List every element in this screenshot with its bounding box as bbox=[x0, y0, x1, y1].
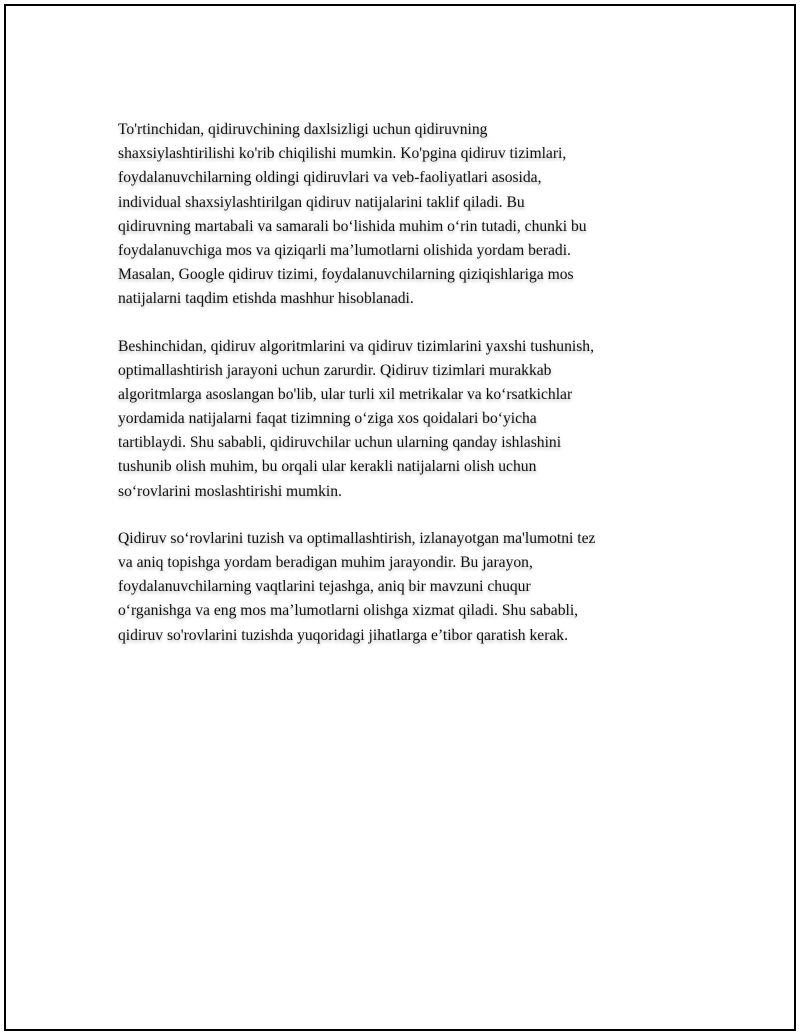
paragraph-1 bbox=[118, 118, 688, 312]
text-line: yordamida natijalarni faqat tizimning o‘ziga xos qoidalari bo‘yicha bbox=[118, 410, 537, 428]
text-line: algoritmlarga asoslangan bo'lib, ular turli xil metrikalar va ko‘rsatkichlar bbox=[118, 385, 573, 403]
paragraph-2 bbox=[118, 335, 688, 504]
paragraph-3 bbox=[118, 527, 688, 648]
text-line: natijalarni taqdim etishda mashhur hisoblanadi. bbox=[118, 290, 414, 308]
text-line: o‘rganishga va eng mos ma’lumotlarni olishga xizmat qiladi. Shu sababli, bbox=[118, 602, 579, 620]
text-line: foydalanuvchilarning oldingi qidiruvlari va veb-faoliyatlari asosida, bbox=[118, 169, 542, 187]
text-line: qidiruv so'rovlarini tuzishda yuqoridagi jihatlarga e’tibor qaratish kerak. bbox=[118, 626, 569, 644]
text-line: tartiblaydi. Shu sababli, qidiruvchilar uchun ularning qanday ishlashini bbox=[118, 434, 562, 452]
text-line: foydalanuvchilarning vaqtlarini tejashga, aniq bir mavzuni chuqur bbox=[118, 578, 531, 596]
text-line: tushunib olish muhim, bu orqali ular kerakli natijalarni olish uchun bbox=[118, 458, 537, 476]
text-line: qidiruvning martabali va samarali bo‘lishida muhim o‘rin tutadi, chunki bu bbox=[118, 217, 587, 235]
text-line: shaxsiylashtirilishi ko'rib chiqilishi mumkin. Ko'pgina qidiruv tizimlari, bbox=[118, 145, 567, 163]
text-line: optimallashtirish jarayoni uchun zarurdir. Qidiruv tizimlari murakkab bbox=[118, 361, 552, 379]
text-line: so‘rovlarini moslashtirishi mumkin. bbox=[118, 482, 342, 500]
text-line: Masalan, Google qidiruv tizimi, foydalanuvchilarning qiziqishlariga mos bbox=[118, 266, 574, 284]
text-line: Qidiruv so‘rovlarini tuzish va optimallashtirish, izlanayotgan ma'lumotni tez bbox=[118, 529, 596, 547]
text-line: individual shaxsiylashtirilgan qidiruv natijalarini taklif qiladi. Bu bbox=[118, 193, 525, 211]
text-line: Beshinchidan, qidiruv algoritmlarini va qidiruv tizimlarini yaxshi tushunish, bbox=[118, 337, 594, 355]
text-line: foydalanuvchiga mos va qiziqarli ma’lumotlarni olishida yordam beradi. bbox=[118, 241, 571, 259]
document-body bbox=[118, 118, 688, 671]
text-line: va aniq topishga yordam beradigan muhim jarayondir. Bu jarayon, bbox=[118, 554, 533, 571]
text-line: To'rtinchidan, qidiruvchining daxlsizligi uchun qidiruvning bbox=[118, 121, 488, 138]
